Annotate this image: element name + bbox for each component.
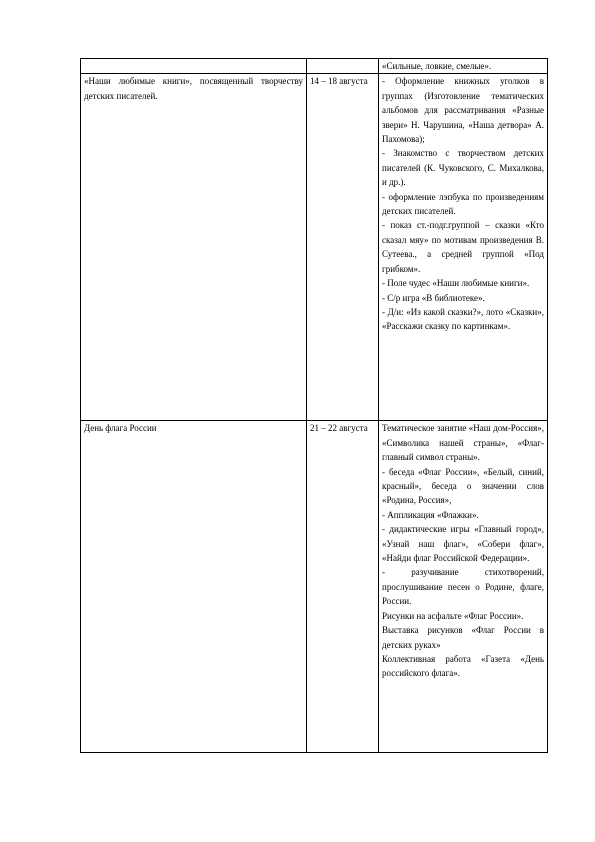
event-title: «Наши любимые книги», посвященный творчеству детских писателей. [84,76,303,101]
event-dates: 14 – 18 августа [310,76,368,87]
activity-item: Рисунки на асфальте «Флаг России». [382,610,524,621]
activities-cell [379,421,548,753]
activity-item: - С/р игра «В библиотеке». [382,292,485,303]
activity-item: Тематическое занятие «Наш дом-Россия», «Символика нашей страны», «Флаг-главный символ страны». [382,423,544,463]
activities-cell [379,59,548,74]
table-row [81,74,548,421]
table-row [81,59,548,74]
activity-item: - оформление лэпбука по произведениям детских писателей. [382,191,544,217]
activity-item: - беседа «Флаг России», «Белый, синий, красный», беседа о значении слов «Родина, Россия», [382,466,544,506]
event-dates: 21 – 22 августа [310,423,368,434]
table-row [81,421,548,753]
activity-item: - Поле чудес «Наши любимые книги». [382,278,530,289]
activity-item: - Оформление книжных уголков в группах (Изготовление тематических альбомов для рассматривания «Разные звери» Н. Чарушина, «Наша детвора» А. Пахомова); [382,76,544,145]
activity-item: - дидактические игры «Главный город», «Узнай наш флаг», «Собери флаг», «Найди флаг Российской Федерации». [382,524,544,564]
activities-cell [379,74,548,421]
event-cell [81,74,307,421]
activity-item: «Сильные, ловкие, смелые». [382,61,492,71]
activity-item: Выставка рисунков «Флаг России в детских руках» [382,625,544,650]
dates-cell [307,59,379,74]
activity-item: Коллективная работа «Газета «День российского флага». [382,653,544,679]
event-cell [81,59,307,74]
dates-cell [307,421,379,753]
activity-item: - Знакомство с творчеством детских писателей (К. Чуковского, С. Михалкова, и др.). [382,148,544,188]
event-title: День флага России [84,423,157,434]
events-table [80,58,548,753]
dates-cell [307,74,379,421]
event-cell [81,421,307,753]
activity-item: - Аппликация «Флажки». [382,509,479,520]
activity-item: - показ ст.-подг.группой – сказки «Кто сказал мяу» по мотивам произведения В. Сутеева., а средней группой «Под грибком». [382,220,544,274]
activity-item: - Д/и: «Из какой сказки?», лото «Сказки», «Расскажи сказку по картинкам». [382,306,544,332]
activity-item: - разучивание стихотворений, прослушивание песен о Родине, флаге, России. [382,567,544,607]
